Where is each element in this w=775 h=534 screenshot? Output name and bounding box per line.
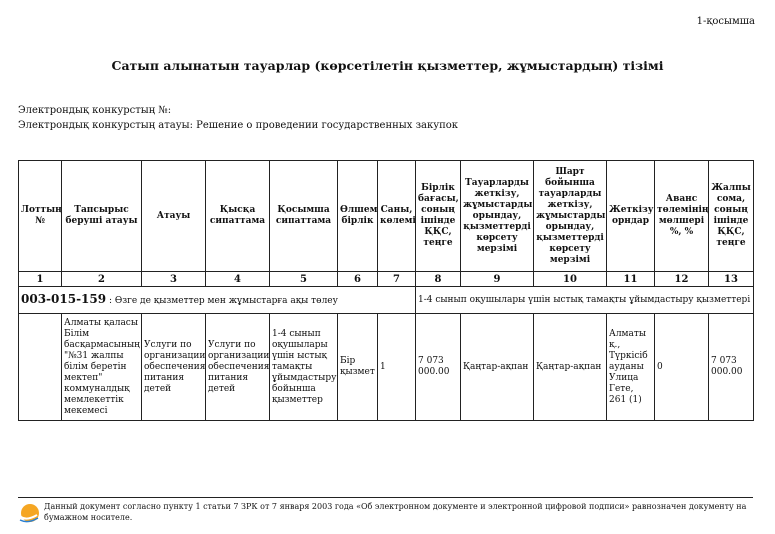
lot-number: [19, 314, 62, 421]
egov-logo-icon: [18, 502, 40, 524]
section-code: 003-015-159: [21, 291, 107, 306]
delivery-place: Алматы қ., Түркісіб ауданы Улица Гете, 261 (1): [607, 314, 655, 421]
column-number: 11: [607, 272, 655, 287]
column-number: 1: [19, 272, 62, 287]
procurement-table: [18, 160, 754, 421]
footer-note: Данный документ согласно пункту 1 статьи 7 ЗРК от 7 января 2003 года «Об электронном документе и электронной цифровой подписи» равнозначен документу на бумажном носителе.: [44, 502, 747, 522]
customer-name: Алматы қаласы Білім басқармасының "№31 жалпы білім беретін мектеп" коммуналдық мемлекеттік мекемесі: [62, 314, 142, 421]
column-number: 7: [378, 272, 416, 287]
header-cell: Жалпы сома, соның ішінде ҚҚС, теңге: [709, 161, 754, 272]
column-number: 3: [142, 272, 206, 287]
delivery-term: Қаңтар-ақпан: [461, 314, 534, 421]
column-number: 13: [709, 272, 754, 287]
short-description: Услуги по организации обеспечения питания детей: [206, 314, 270, 421]
header-cell: Шарт бойынша тауарларды жеткізу, жұмыстарды орындау, қызметтерді көрсету мерзімі: [534, 161, 607, 272]
contest-name: Электрондық конкурстың атауы: Решение о проведении государственных закупок: [18, 120, 459, 131]
table-row: [19, 314, 754, 421]
advance-percent: 0: [655, 314, 709, 421]
header-cell: Лоттың №: [19, 161, 62, 272]
unit-price: 7 073 000.00: [416, 314, 461, 421]
section-row: [19, 287, 754, 314]
header-cell: Өлшем бірлік: [338, 161, 378, 272]
column-number: 10: [534, 272, 607, 287]
header-cell: Атауы: [142, 161, 206, 272]
header-cell: Қосымша сипаттама: [270, 161, 338, 272]
footer-divider: [18, 497, 753, 498]
header-cell: Қысқа сипаттама: [206, 161, 270, 272]
section-code-cell: [19, 287, 416, 314]
unit: Бір қызмет: [338, 314, 378, 421]
section-subject: 1-4 сынып оқушылары үшін ыстық тамақты ұйымдастыру қызметтері: [416, 287, 754, 314]
item-name: Услуги по организации обеспечения питания детей: [142, 314, 206, 421]
contract-term: Қаңтар-ақпан: [534, 314, 607, 421]
column-number: 12: [655, 272, 709, 287]
column-number-row: [19, 272, 754, 287]
extra-description: 1-4 сынып оқушылары үшін ыстық тамақты ұйымдастыру бойынша қызметтер: [270, 314, 338, 421]
column-number: 6: [338, 272, 378, 287]
header-cell: Тапсырыс беруші атауы: [62, 161, 142, 272]
page-title: Сатып алынатын тауарлар (көрсетілетін қызметтер, жұмыстардың) тізімі: [111, 58, 664, 73]
column-number: 2: [62, 272, 142, 287]
header-row: [19, 161, 754, 272]
header-cell: Бірлік бағасы, соның ішінде ҚҚС, теңге: [416, 161, 461, 272]
quantity: 1: [378, 314, 416, 421]
column-number: 9: [461, 272, 534, 287]
column-number: 5: [270, 272, 338, 287]
header-cell: Жеткізу орндар: [607, 161, 655, 272]
column-number: 4: [206, 272, 270, 287]
contest-number: Электрондық конкурстың №:: [18, 105, 172, 116]
total-amount: 7 073 000.00: [709, 314, 754, 421]
appendix-label: 1-қосымша: [696, 16, 755, 27]
header-cell: Саны, көлемі: [378, 161, 416, 272]
header-cell: Тауарларды жеткізу, жұмыстарды орындау, қызметтерді көрсету мерзімі: [461, 161, 534, 272]
header-cell: Аванс төлемінің мөлшері %, %: [655, 161, 709, 272]
column-number: 8: [416, 272, 461, 287]
section-code-desc: : Өзге де қызметтер мен жұмыстарға ақы төлеу: [106, 295, 338, 306]
